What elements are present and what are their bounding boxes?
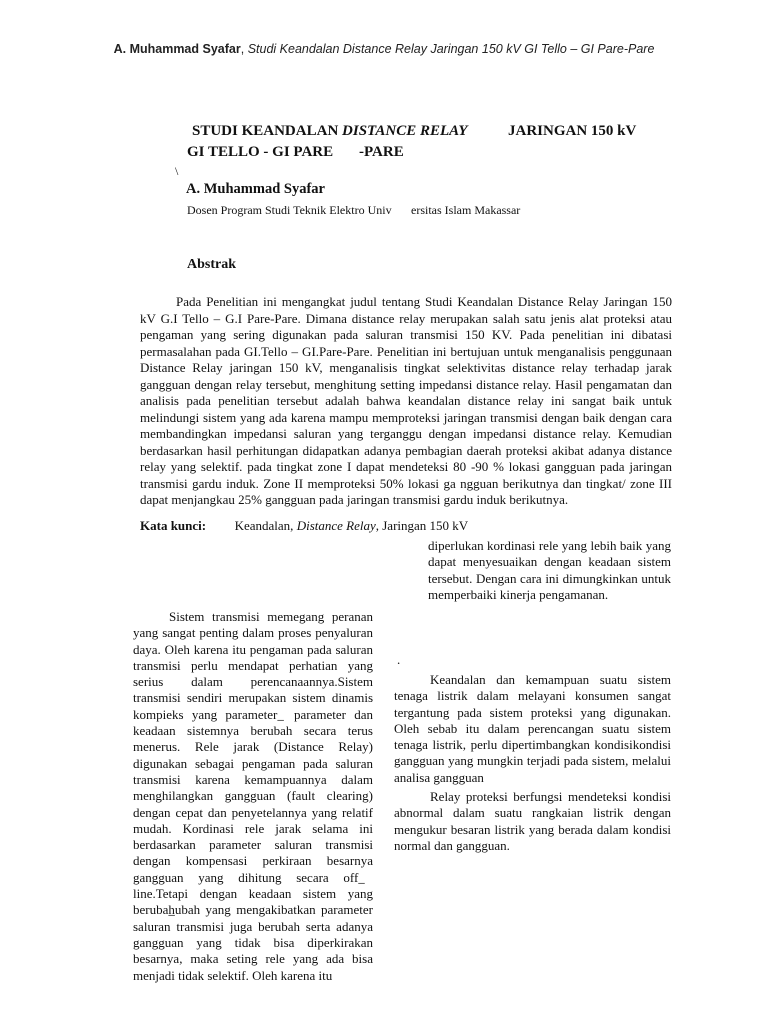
author-affiliation-a: Dosen Program Studi Teknik Elektro Univ: [187, 203, 392, 217]
title-part4: GI TELLO - GI PARE: [187, 144, 334, 160]
abstract-heading: Abstrak: [187, 257, 237, 272]
title-part1: STUDI KEANDALAN: [192, 123, 343, 139]
running-header: [0, 42, 768, 56]
right-column-top: [428, 538, 671, 603]
author-name: A. Muhammad Syafar: [186, 181, 325, 197]
running-header-author: A. Muhammad Syafar: [113, 42, 241, 56]
author-affiliation-b: ersitas Islam Makassar: [411, 203, 521, 217]
abstract-text: Pada Penelitian ini mengangkat judul tentang Studi Keandalan Distance Relay Jaringan 150 kV G.I Tello – G.I Pare-Pare. Dimana distance relay merupakan salah satu jenis alat proteksi atau pengaman yang sering digunakan pada saluran transmisi 150 KV. Pada penelitian ini dibatasi permasalahan pada GI.Tello – GI.Pare-Pare. Penelitian ini bertujuan untuk menganalisis penggunaan Distance Relay jaringan 150 kV, menganalisis tingkat selektivitas distance relay terhadap jarak gangguan dengan relay tersebut, menghitung setting impedansi distance relay. Hasil pengamatan dan analisis pada penelitian tersebut adalah bahwa keandalan distance relay ini sangat baik untuk melindungi sistem yang ada karena mampu memproteksi jaringan transmisi dengan baik dengan cara membandingkan impedansi saluran yang terganggu dengan impedansi distance relay. Kemudian berdasarkan hasil perhitungan didapatkan adanya pembagian daerah proteksi akibat adanya distance relay yang selektif. pada tingkat zone I dapat mendeteksi 80 -90 % lokasi gangguan pada jaringan transmisi gardu induk. Zone II memproteksi 50% lokasi ga ngguan berikutnya dan tingkat/ zone III dapat menjangkau 25% gangguan pada jaringan transmisi gardu induk berikutnya.: [140, 294, 672, 507]
running-header-separator: ,: [240, 42, 245, 56]
right-column: [394, 672, 671, 854]
stray-backslash: \: [175, 164, 179, 178]
right-para2: Keandalan dan kemampuan suatu sistem tenaga listrik dalam melayani konsumen sangat tergantung pada sistem proteksi yang digunakan. Oleh sebab itu dalam perencangan suatu sistem tenaga listrik, perlu dipertimbangkan kondisikondisi gangguan yang mungkin terjadi pada sistem, melalui analisa gangguan: [394, 672, 671, 785]
title-part5: -PARE: [359, 144, 404, 160]
keywords: [140, 518, 468, 534]
keywords-value-c: , Jaringan 150 kV: [375, 518, 469, 533]
abstract-body: [140, 294, 672, 509]
left-para1: Sistem transmisi memegang peranan yang sangat penting dalam proses penyaluran daya. Oleh karena itu pengaman pada saluran transmisi perlu mendapat perhatian yang serius dalam perencanaannya.Sistem transmisi sendiri merupakan sistem dinamis kompieks yang parameter ̲ parameter dan keadaan sistemnya berubah secara terus menerus. Rele jarak (Distance Relay) digunakan sebagai pengaman pada saluran transmisi karena kemampuannya dalam menghilangkan gangguan (fault clearing) dengan cepat dan penyetelannya yang relatif mudah. Kordinasi rele jarak selama ini berdasarkan parameter saluran transmisi dengan kompensasi perkiraan besarnya gangguan yang dihitung secara off ̲ line.Tetapi dengan keadaan sistem yang berubah̲ubah yang mengakibatkan parameter saluran transmisi juga berubah serta adanya gangguan yang tidak bisa diperkirakan besarnya, maka seting rele yang ada bisa menjadi tidak selektif. Oleh karena itu: [133, 609, 373, 983]
left-column: [133, 609, 373, 984]
stray-dot: .: [397, 652, 401, 667]
title-part2: DISTANCE RELAY: [342, 123, 468, 139]
keywords-value-a: Keandalan,: [234, 518, 297, 533]
title-part3: JARINGAN 150 kV: [508, 123, 637, 139]
right-para3: Relay proteksi berfungsi mendeteksi kondisi abnormal dalam suatu rangkaian listrik dengan mengukur besaran listrik yang berada dalam kondisi normal dan gangguan.: [394, 789, 671, 853]
keywords-label: Kata kunci:: [140, 518, 207, 533]
right-para-top: diperlukan kordinasi rele yang lebih baik yang dapat menyesuaikan dengan keadaan sistem tersebut. Dengan cara ini dimungkinkan untuk memperbaiki kinerja pengamanan.: [428, 538, 671, 602]
running-header-title: Studi Keandalan Distance Relay Jaringan 150 kV GI Tello – GI Pare-Pare: [247, 42, 655, 56]
paper-title-line1: [192, 123, 468, 140]
keywords-value-b: Distance Relay: [296, 518, 376, 533]
